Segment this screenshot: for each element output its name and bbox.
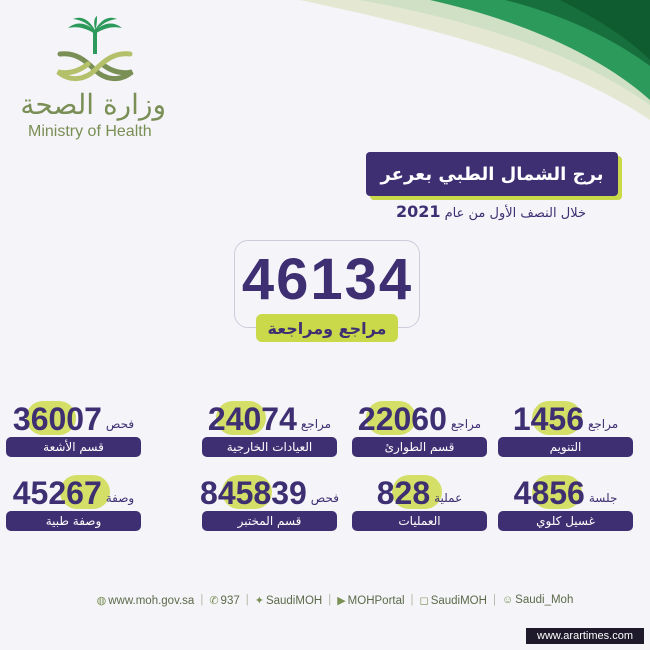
total-label: مراجع ومراجعة (256, 314, 398, 342)
stat-number: 22060 (357, 401, 447, 437)
stat-label: التنويم (498, 437, 633, 457)
page-subtitle (366, 202, 586, 224)
stat-unit: مراجع (300, 417, 332, 431)
youtube-icon: ▶ (337, 594, 346, 607)
stat-number: 1456 (512, 401, 584, 437)
stat-card-operations (352, 472, 487, 532)
globe-icon: ◍ (96, 594, 107, 607)
stat-card-prescriptions (6, 472, 141, 532)
footer-phone[interactable]: ✆ 937 (209, 594, 240, 607)
instagram-icon: ◻ (419, 594, 429, 607)
stat-number: 845839 (200, 475, 307, 511)
page-title: برج الشمال الطبي بعرعر (366, 152, 618, 196)
footer-divider: | (200, 594, 204, 606)
footer-twitter[interactable]: ✦ SaudiMOH (254, 594, 323, 607)
footer-divider: | (410, 594, 414, 606)
footer-snapchat[interactable]: ☺ Saudi_Moh (501, 594, 574, 606)
footer-contacts (90, 590, 580, 610)
logo-arabic-text: وزارة الصحة (20, 88, 166, 121)
stat-card-laboratory (202, 472, 337, 532)
stat-number: 4856 (513, 475, 585, 511)
stat-unit: فحص (310, 491, 339, 505)
stat-unit: مراجع (588, 417, 619, 431)
site-watermark: www.arartimes.com (526, 628, 644, 644)
stat-number: 828 (376, 475, 431, 511)
logo-english-text: Ministry of Health (28, 123, 152, 140)
stat-number: 45267 (12, 475, 102, 511)
snapchat-icon: ☺ (501, 594, 514, 606)
palm-swords-emblem-icon (40, 16, 150, 88)
stat-unit: عملية (434, 491, 463, 505)
phone-icon: ✆ (209, 594, 219, 607)
stat-card-dialysis (498, 472, 633, 532)
total-number: 46134 (241, 247, 414, 312)
footer-youtube[interactable]: ▶ MOHPortal (337, 594, 405, 607)
stat-card-inpatient (498, 398, 633, 458)
stat-unit: وصفة (105, 491, 135, 505)
subtitle-text: خلال النصف الأول من عام (444, 206, 586, 221)
moh-logo (20, 16, 178, 141)
stat-label: العمليات (352, 511, 487, 531)
stat-label: غسيل كلوي (498, 511, 633, 531)
stat-unit: جلسة (588, 491, 618, 505)
stat-label: قسم الأشعة (6, 437, 141, 457)
footer-divider: | (328, 594, 332, 606)
stat-number: 24074 (207, 401, 297, 437)
footer-instagram[interactable]: ◻ SaudiMOH (419, 594, 487, 607)
stat-number: 36007 (12, 401, 102, 437)
footer-website[interactable]: ◍ www.moh.gov.sa (96, 594, 195, 607)
stat-unit: فحص (105, 417, 135, 431)
stat-card-radiology (6, 398, 141, 458)
twitter-icon: ✦ (254, 594, 264, 607)
footer-divider: | (245, 594, 249, 606)
stat-unit: مراجع (450, 417, 482, 431)
stat-label: قسم المختبر (202, 511, 337, 531)
stat-card-emergency (352, 398, 487, 458)
stat-card-outpatient (202, 398, 337, 458)
stat-label: العيادات الخارجية (202, 437, 337, 457)
footer-divider: | (492, 594, 496, 606)
stat-label: قسم الطوارئ (352, 437, 487, 457)
stat-label: وصفة طبية (6, 511, 141, 531)
subtitle-year: 2021 (395, 202, 441, 221)
